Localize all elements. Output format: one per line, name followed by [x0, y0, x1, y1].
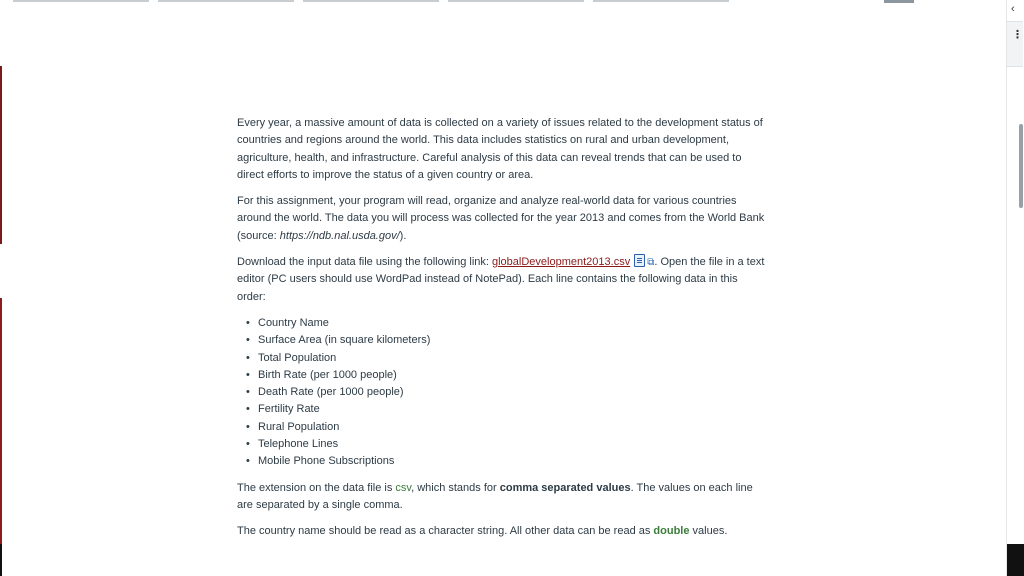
list-item: • Total Population — [258, 350, 765, 367]
list-item: • Country Name — [258, 315, 765, 332]
list-item: • Mobile Phone Subscriptions — [258, 453, 765, 470]
top-tab-2[interactable] — [158, 0, 294, 2]
extension-paragraph: The extension on the data file is csv, which stands for comma separated values. The values on each line are separated by a single comma. — [237, 481, 753, 511]
list-item: • Surface Area (in square kilometers) — [258, 332, 765, 349]
top-tab-3[interactable] — [303, 0, 439, 2]
chevron-left-icon[interactable]: ‹ — [1011, 3, 1015, 15]
download-paragraph: Download the input data file using the following link: globalDevelopment2013.csv ⧉. Open the file in a text editor (PC users should use WordPad instead of NotePad). Each line contains the following data in this order: — [237, 256, 765, 303]
right-side-panel — [1006, 0, 1024, 576]
csv-expansion: comma separated values — [499, 481, 631, 494]
top-tab-5[interactable] — [593, 0, 729, 2]
left-accent-bar — [0, 66, 2, 244]
file-preview-icon[interactable] — [634, 254, 645, 267]
left-dark-footer — [0, 544, 2, 576]
intro-paragraph: Every year, a massive amount of data is collected on a variety of issues related to the development status of countries and regions around the world. This data includes statistics on rural and urban development, agriculture, health, and infrastructure. Careful analysis of this data can reveal trends that can be used to direct efforts to improve the status of a given country or area. — [237, 117, 763, 181]
list-item: • Rural Population — [258, 419, 765, 436]
list-item: • Birth Rate (per 1000 people) — [258, 367, 765, 384]
top-tab-strip — [0, 0, 1024, 4]
left-accent-bar-lower — [0, 298, 2, 576]
top-tab-6[interactable] — [884, 0, 914, 3]
source-url: https://ndb.nal.usda.gov/ — [279, 229, 400, 242]
csv-term: csv — [395, 481, 412, 494]
right-dark-footer — [1007, 544, 1024, 576]
list-item: • Fertility Rate — [258, 401, 765, 418]
kebab-menu-icon[interactable]: ⋮ — [1012, 29, 1023, 41]
top-tab-1[interactable] — [13, 0, 149, 2]
top-tab-4[interactable] — [448, 0, 584, 2]
scrollbar-thumb[interactable] — [1019, 124, 1023, 208]
double-term: double — [653, 525, 690, 538]
datatype-paragraph: The country name should be read as a character string. All other data can be read as double values. — [237, 525, 728, 538]
assignment-content — [237, 115, 765, 550]
data-file-link[interactable]: globalDevelopment2013.csv — [492, 256, 631, 269]
list-item: • Death Rate (per 1000 people) — [258, 384, 765, 401]
field-list — [237, 315, 765, 471]
list-item: • Telephone Lines — [258, 436, 765, 453]
menu-button[interactable] — [1007, 21, 1023, 67]
external-link-icon[interactable]: ⧉ — [647, 257, 655, 269]
assignment-paragraph: For this assignment, your program will read, organize and analyze real-world data for various countries around the world. The data you will process was collected for the year 2013 and comes from the World Bank (source: https://ndb.nal.usda.gov/). — [237, 195, 765, 242]
